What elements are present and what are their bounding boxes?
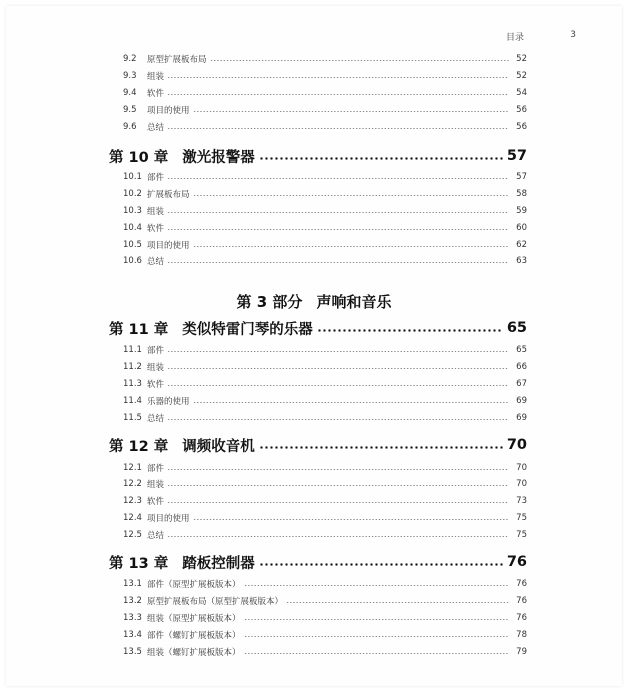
section-number: 9.4 — [123, 88, 137, 98]
section-number: 10.3 — [123, 206, 142, 216]
section-number: 9.2 — [123, 54, 137, 64]
section-title: 原型扩展板布局（原型扩展板版本） — [147, 597, 284, 607]
dot-leader — [167, 502, 509, 503]
section-number: 10.4 — [123, 223, 142, 233]
section-title: 乐器的使用 — [147, 397, 190, 407]
section-number: 12.1 — [123, 463, 142, 473]
section-entry[interactable] — [123, 377, 527, 391]
section-entry[interactable] — [123, 461, 527, 475]
page-number: 73 — [516, 496, 527, 506]
section-title: 软件 — [147, 380, 165, 390]
page-number: 76 — [516, 579, 527, 589]
section-title: 扩展板布局 — [147, 190, 190, 200]
section-number: 13.4 — [123, 630, 142, 640]
page-number: 67 — [516, 379, 527, 389]
page-number: 76 — [516, 613, 527, 623]
section-entry[interactable] — [123, 69, 527, 83]
chapter-number: 第 10 章 — [109, 149, 169, 166]
page-number: 57 — [506, 148, 527, 164]
section-entry[interactable] — [123, 477, 527, 491]
chapter-entry[interactable] — [109, 319, 527, 337]
section-entry[interactable] — [123, 120, 527, 134]
page-number: 75 — [516, 513, 527, 523]
section-title: 组装 — [147, 207, 165, 217]
page-number: 69 — [516, 413, 527, 423]
page-number: 65 — [506, 320, 527, 336]
page-number: 79 — [516, 647, 527, 657]
section-title: 部件 — [147, 464, 165, 474]
part-number: 第 3 部分 — [236, 293, 303, 311]
dot-leader — [167, 262, 509, 263]
section-number: 12.3 — [123, 496, 142, 506]
page-number: 58 — [516, 189, 527, 199]
section-number: 9.6 — [123, 122, 137, 132]
section-title: 部件 — [147, 173, 165, 183]
dot-leader — [244, 619, 509, 620]
dot-leader — [167, 229, 509, 230]
section-number: 13.3 — [123, 613, 142, 623]
page-number: 54 — [516, 88, 527, 98]
dot-leader — [259, 157, 503, 160]
dot-leader — [259, 446, 503, 449]
section-entry[interactable] — [123, 254, 527, 268]
section-entry[interactable] — [123, 628, 527, 642]
section-title: 部件（螺钉扩展板版本） — [147, 631, 241, 641]
section-number: 10.5 — [123, 240, 142, 250]
dot-leader — [210, 60, 509, 61]
section-entry[interactable] — [123, 86, 527, 100]
dot-leader — [193, 246, 509, 247]
dot-leader — [167, 536, 509, 537]
dot-leader — [167, 178, 509, 179]
page-number: 70 — [516, 463, 527, 473]
section-entry[interactable] — [123, 511, 527, 525]
section-title: 组装 — [147, 363, 165, 373]
page-number: 59 — [516, 206, 527, 216]
chapter-entry[interactable] — [109, 553, 527, 571]
dot-leader — [167, 77, 509, 78]
chapter-entry[interactable] — [109, 147, 527, 165]
section-title: 软件 — [147, 497, 165, 507]
section-entry[interactable] — [123, 238, 527, 252]
dot-leader — [167, 212, 509, 213]
dot-leader — [244, 653, 509, 654]
dot-leader — [167, 469, 509, 470]
section-entry[interactable] — [123, 343, 527, 357]
section-entry[interactable] — [123, 103, 527, 117]
section-entry[interactable] — [123, 204, 527, 218]
chapter-number: 第 11 章 — [109, 321, 169, 338]
section-number: 11.2 — [123, 362, 142, 372]
section-title: 总结 — [147, 123, 165, 133]
page-number: 62 — [516, 240, 527, 250]
part-title: 声响和音乐 — [316, 293, 392, 311]
dot-leader — [317, 329, 503, 332]
dot-leader — [259, 563, 503, 566]
section-number: 11.3 — [123, 379, 142, 389]
chapter-number: 第 13 章 — [109, 555, 169, 572]
section-entry[interactable] — [123, 577, 527, 591]
dot-leader — [193, 195, 509, 196]
page-number: 76 — [506, 554, 527, 570]
section-title: 总结 — [147, 414, 165, 424]
page-number: 52 — [516, 71, 527, 81]
running-head-page-number: 3 — [570, 30, 576, 40]
dot-leader — [286, 602, 509, 603]
section-number: 12.4 — [123, 513, 142, 523]
section-title: 组装 — [147, 72, 165, 82]
page-number: 63 — [516, 256, 527, 266]
section-entry[interactable] — [123, 494, 527, 508]
dot-leader — [244, 636, 509, 637]
section-title: 软件 — [147, 89, 165, 99]
dot-leader — [167, 368, 509, 369]
section-entry[interactable] — [123, 52, 527, 66]
chapter-title: 调频收音机 — [182, 438, 255, 455]
section-entry[interactable] — [123, 170, 527, 184]
section-number: 12.5 — [123, 530, 142, 540]
dot-leader — [167, 419, 509, 420]
section-title: 项目的使用 — [147, 241, 190, 251]
section-number: 11.1 — [123, 345, 142, 355]
page-number: 65 — [516, 345, 527, 355]
page-number: 56 — [516, 122, 527, 132]
section-entry[interactable] — [123, 187, 527, 201]
section-number: 13.2 — [123, 596, 142, 606]
dot-leader — [167, 94, 509, 95]
chapter-title: 类似特雷门琴的乐器 — [182, 321, 313, 338]
section-entry[interactable] — [123, 594, 527, 608]
section-title: 组装 — [147, 480, 165, 490]
page-number: 69 — [516, 396, 527, 406]
section-entry[interactable] — [123, 360, 527, 374]
dot-leader — [193, 519, 509, 520]
page-number: 52 — [516, 54, 527, 64]
section-entry[interactable] — [123, 645, 527, 659]
part-heading — [6, 291, 622, 312]
chapter-title: 激光报警器 — [182, 149, 255, 166]
section-title: 总结 — [147, 531, 165, 541]
section-title: 组装（螺钉扩展板版本） — [147, 648, 241, 658]
section-title: 项目的使用 — [147, 106, 190, 116]
section-number: 9.3 — [123, 71, 137, 81]
section-entry[interactable] — [123, 528, 527, 542]
section-number: 10.2 — [123, 189, 142, 199]
section-number: 11.5 — [123, 413, 142, 423]
page-number: 57 — [516, 172, 527, 182]
running-head-title: 目录 — [506, 33, 525, 43]
page-number: 60 — [516, 223, 527, 233]
section-number: 10.6 — [123, 256, 142, 266]
page-number: 78 — [516, 630, 527, 640]
chapter-number: 第 12 章 — [109, 438, 169, 455]
page-number: 70 — [506, 437, 527, 453]
chapter-entry[interactable] — [109, 436, 527, 454]
dot-leader — [167, 128, 509, 129]
dot-leader — [244, 585, 509, 586]
section-number: 9.5 — [123, 105, 137, 115]
section-number: 13.5 — [123, 647, 142, 657]
section-number: 12.2 — [123, 479, 142, 489]
dot-leader — [167, 485, 509, 486]
section-entry[interactable] — [123, 394, 527, 408]
section-number: 11.4 — [123, 396, 142, 406]
dot-leader — [167, 385, 509, 386]
dot-leader — [193, 111, 509, 112]
section-title: 原型扩展板布局 — [147, 55, 207, 65]
section-title: 部件 — [147, 346, 165, 356]
section-title: 软件 — [147, 224, 165, 234]
page-number: 56 — [516, 105, 527, 115]
section-number: 10.1 — [123, 172, 142, 182]
page-number: 76 — [516, 596, 527, 606]
page-number: 70 — [516, 479, 527, 489]
section-title: 组装（原型扩展板版本） — [147, 614, 241, 624]
chapter-title: 踏板控制器 — [182, 555, 255, 572]
dot-leader — [167, 351, 509, 352]
book-page — [6, 6, 622, 686]
section-title: 总结 — [147, 257, 165, 267]
section-entry[interactable] — [123, 411, 527, 425]
section-title: 部件（原型扩展板版本） — [147, 580, 241, 590]
section-number: 13.1 — [123, 579, 142, 589]
page-number: 66 — [516, 362, 527, 372]
section-entry[interactable] — [123, 221, 527, 235]
section-title: 项目的使用 — [147, 514, 190, 524]
page-number: 75 — [516, 530, 527, 540]
dot-leader — [193, 402, 509, 403]
section-entry[interactable] — [123, 611, 527, 625]
